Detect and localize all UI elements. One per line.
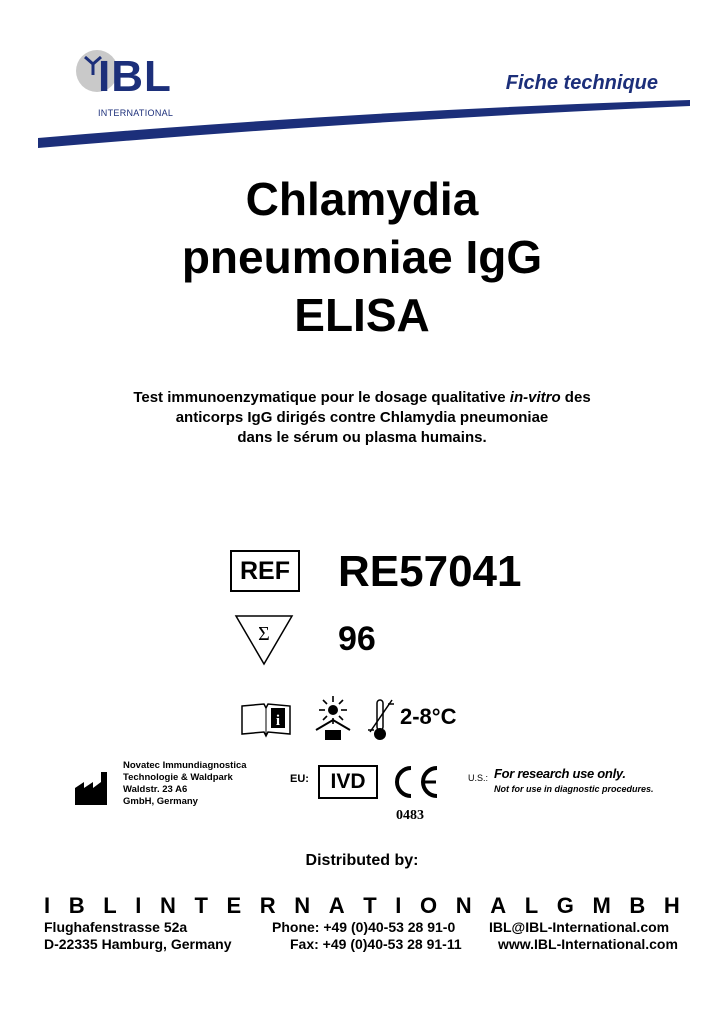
- address-line: D-22335 Hamburg, Germany: [44, 936, 232, 952]
- distributor-name: [44, 893, 680, 919]
- sigma-glyph: Σ: [258, 623, 270, 645]
- title-line: pneumoniae IgG: [181, 231, 543, 283]
- distributor-name-letter: T: [363, 893, 377, 918]
- description-line: dans le sérum ou plasma humains.: [237, 429, 487, 446]
- eu-label: EU:: [290, 773, 309, 785]
- distributor-name-letter: L: [103, 893, 117, 918]
- manufacturer-line: Technologie & Waldpark: [123, 772, 233, 783]
- sigma-tests-icon: [232, 612, 296, 668]
- ce-mark-icon: [390, 764, 442, 800]
- manufacturer-address: [123, 760, 247, 808]
- distributor-name-letter: I: [135, 893, 142, 918]
- distributor-name-letter: A: [328, 893, 345, 918]
- header-swoosh: [38, 96, 690, 152]
- ivd-symbol: IVD: [318, 765, 378, 799]
- research-use-statement: For research use only.: [494, 766, 626, 781]
- logo-wordmark: IBL: [98, 52, 172, 101]
- distributed-by-label: Distributed by:: [305, 852, 419, 869]
- manufacturer-line: Novatec Immundiagnostica: [123, 760, 247, 771]
- description-line: anticorps IgG dirigés contre Chlamydia pneumoniae: [175, 409, 549, 426]
- not-diagnostic-statement: Not for use in diagnostic procedures.: [494, 784, 654, 794]
- address-line: Flughafenstrasse 52a: [44, 919, 188, 935]
- distributor-name-letter: N: [455, 893, 472, 918]
- distributor-name-letter: E: [226, 893, 242, 918]
- notified-body-number: 0483: [396, 808, 424, 823]
- svg-text:i: i: [275, 713, 281, 729]
- distributor-name-letter: R: [259, 893, 276, 918]
- document-type: Fiche technique: [505, 72, 658, 94]
- description-italic: in-vitro: [509, 389, 561, 406]
- thermometer-icon: [366, 696, 396, 742]
- distributor-name-letter: N: [294, 893, 311, 918]
- distributor-name-letter: M: [592, 893, 611, 918]
- product-description: [0, 388, 724, 448]
- keep-away-from-sunlight-icon: [308, 694, 358, 742]
- email-link[interactable]: IBL@IBL-International.com: [489, 919, 670, 935]
- ref-symbol: REF: [230, 550, 300, 592]
- distributor-name-letter: O: [420, 893, 438, 918]
- us-label: U.S.:: [468, 773, 489, 783]
- distributor-name-letter: N: [159, 893, 176, 918]
- phone-number: Phone: +49 (0)40-53 28 91-0: [272, 919, 456, 935]
- manufacturer-line: GmbH, Germany: [123, 796, 198, 807]
- distributor-name-letter: T: [194, 893, 208, 918]
- distributor-name-letter: B: [629, 893, 646, 918]
- distributor-name-letter: H: [663, 893, 680, 918]
- product-title: [0, 170, 724, 344]
- description-line: [0, 388, 724, 408]
- test-count: 96: [338, 620, 376, 658]
- description-text: Test immunoenzymatique pour le dosage qualitative: [133, 389, 510, 406]
- catalog-number: RE57041: [338, 547, 522, 596]
- logo-subtext: INTERNATIONAL: [98, 108, 174, 118]
- distributor-name-letter: B: [68, 893, 85, 918]
- distributor-name-letter: I: [44, 893, 51, 918]
- fax-number: Fax: +49 (0)40-53 28 91-11: [290, 936, 462, 952]
- consult-manual-icon: [240, 700, 292, 738]
- website-link[interactable]: www.IBL-International.com: [498, 936, 678, 952]
- manufacturer-line: Waldstr. 23 A6: [123, 784, 188, 795]
- description-text: des: [560, 389, 591, 406]
- distributor-name-letter: G: [556, 893, 574, 918]
- storage-temperature: 2-8°C: [400, 704, 457, 729]
- distributor-name-letter: I: [395, 893, 402, 918]
- title-line: ELISA: [294, 289, 430, 341]
- distributor-name-letter: A: [490, 893, 507, 918]
- manufacturer-factory-icon: [74, 770, 110, 806]
- title-line: Chlamydia: [245, 173, 479, 225]
- distributor-name-letter: L: [524, 893, 539, 918]
